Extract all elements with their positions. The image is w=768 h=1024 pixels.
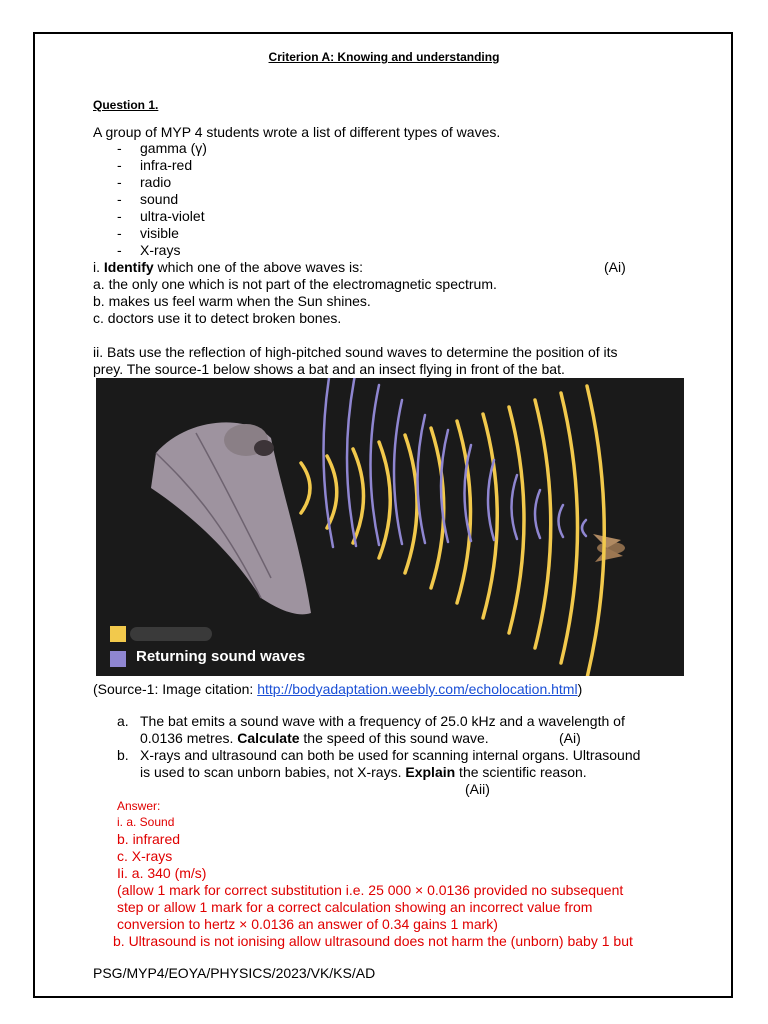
returning-wave-arc bbox=[582, 520, 586, 536]
part-i-item-a: a. the only one which is not part of the electromagnetic spectrum. bbox=[93, 276, 497, 292]
emitted-wave-arc bbox=[301, 463, 310, 513]
answer-ia: i. a. Sound bbox=[117, 815, 175, 829]
part-i-item-b: b. makes us feel warm when the Sun shines. bbox=[93, 293, 371, 309]
returning-wave-arc bbox=[535, 490, 540, 538]
footer-code: PSG/MYP4/EOYA/PHYSICS/2023/VK/KS/AD bbox=[93, 965, 376, 981]
answer-c: c. X-rays bbox=[117, 848, 173, 864]
returning-wave-arc bbox=[512, 475, 518, 539]
emitted-wave-arc bbox=[561, 393, 578, 663]
list-item: visible bbox=[140, 225, 179, 241]
emitted-legend-swatch bbox=[110, 626, 126, 642]
emitted-wave-arc bbox=[587, 386, 604, 676]
list-item: X-rays bbox=[140, 242, 181, 258]
answer-iib: b. Ultrasound is not ionising allow ultrasound does not harm the (unborn) baby 1 but bbox=[113, 933, 633, 949]
legend-label: Returning sound waves bbox=[136, 648, 306, 665]
sub-a-mark: (Ai) bbox=[559, 730, 581, 746]
sub-b-line2: is used to scan unborn babies, not X-rays. Explain the scientific reason. bbox=[140, 764, 587, 780]
list-item: radio bbox=[140, 174, 172, 190]
sub-b-mark: (Aii) bbox=[465, 781, 490, 797]
identify-bold: Identify bbox=[103, 259, 154, 275]
answer-allow-1: (allow 1 mark for correct substitution i.e. 25 000 × 0.0136 provided no subsequent bbox=[117, 882, 624, 898]
intro-text: A group of MYP 4 students wrote a list of different types of waves. bbox=[93, 124, 501, 140]
returning-wave-arc bbox=[418, 415, 426, 543]
sub-a-label: a. bbox=[117, 713, 129, 729]
sub-b-line1: X-rays and ultrasound can both be used for scanning internal organs. Ultrasound bbox=[140, 747, 641, 763]
bat-echolocation-image bbox=[96, 378, 684, 676]
answer-iia: Ii. a. 340 (m/s) bbox=[117, 865, 207, 881]
part-i-item-c: c. doctors use it to detect broken bones. bbox=[93, 310, 342, 326]
returning-wave-arc bbox=[371, 385, 380, 545]
citation: (Source-1: Image citation: http://bodyadaptation.weebly.com/echolocation.html) bbox=[93, 681, 583, 697]
part-i-mark: (Ai) bbox=[604, 259, 626, 275]
emitted-wave-arc bbox=[353, 449, 364, 543]
citation-link[interactable]: http://bodyadaptation.weebly.com/echolocation.html bbox=[257, 681, 578, 697]
emitted-wave-arc bbox=[379, 442, 390, 558]
moth bbox=[593, 534, 625, 562]
emitted-wave-arc bbox=[405, 435, 417, 573]
emitted-wave-arc bbox=[535, 400, 551, 648]
returning-wave-arc bbox=[347, 378, 356, 546]
list-item: sound bbox=[140, 191, 179, 207]
returning-legend-swatch bbox=[110, 651, 126, 667]
sub-a-line2: 0.0136 metres. Calculate the speed of this sound wave. bbox=[140, 730, 489, 746]
answer-allow-3: conversion to hertz × 0.0136 an answer of 0.34 gains 1 mark) bbox=[117, 916, 498, 932]
part-i-prompt: i. Identify which one of the above waves is: bbox=[93, 259, 364, 275]
answer-allow-2: step or allow 1 mark for a correct calculation showing an incorrect value from bbox=[117, 899, 593, 915]
legend-bar bbox=[130, 627, 212, 641]
list-item: infra-red bbox=[140, 157, 193, 173]
emitted-wave-arc bbox=[457, 421, 471, 603]
sub-a-line1: The bat emits a sound wave with a frequency of 25.0 kHz and a wavelength of bbox=[140, 713, 625, 729]
answer-b: b. infrared bbox=[117, 831, 181, 847]
list-item: ultra-violet bbox=[140, 208, 205, 224]
sub-b-label: b. bbox=[117, 747, 129, 763]
returning-wave-arc bbox=[559, 505, 564, 537]
criterion-title: Criterion A: Knowing and understanding bbox=[268, 50, 500, 64]
returning-wave-arc bbox=[394, 400, 402, 544]
list-item: gamma (γ) bbox=[140, 140, 207, 156]
question-label: Question 1. bbox=[93, 98, 159, 112]
answer-heading: Answer: bbox=[117, 799, 161, 813]
part-ii-line1: ii. Bats use the reflection of high-pitched sound waves to determine the position of its bbox=[93, 344, 618, 360]
part-ii-line2: prey. The source-1 below shows a bat and an insect flying in front of the bat. bbox=[93, 361, 565, 377]
